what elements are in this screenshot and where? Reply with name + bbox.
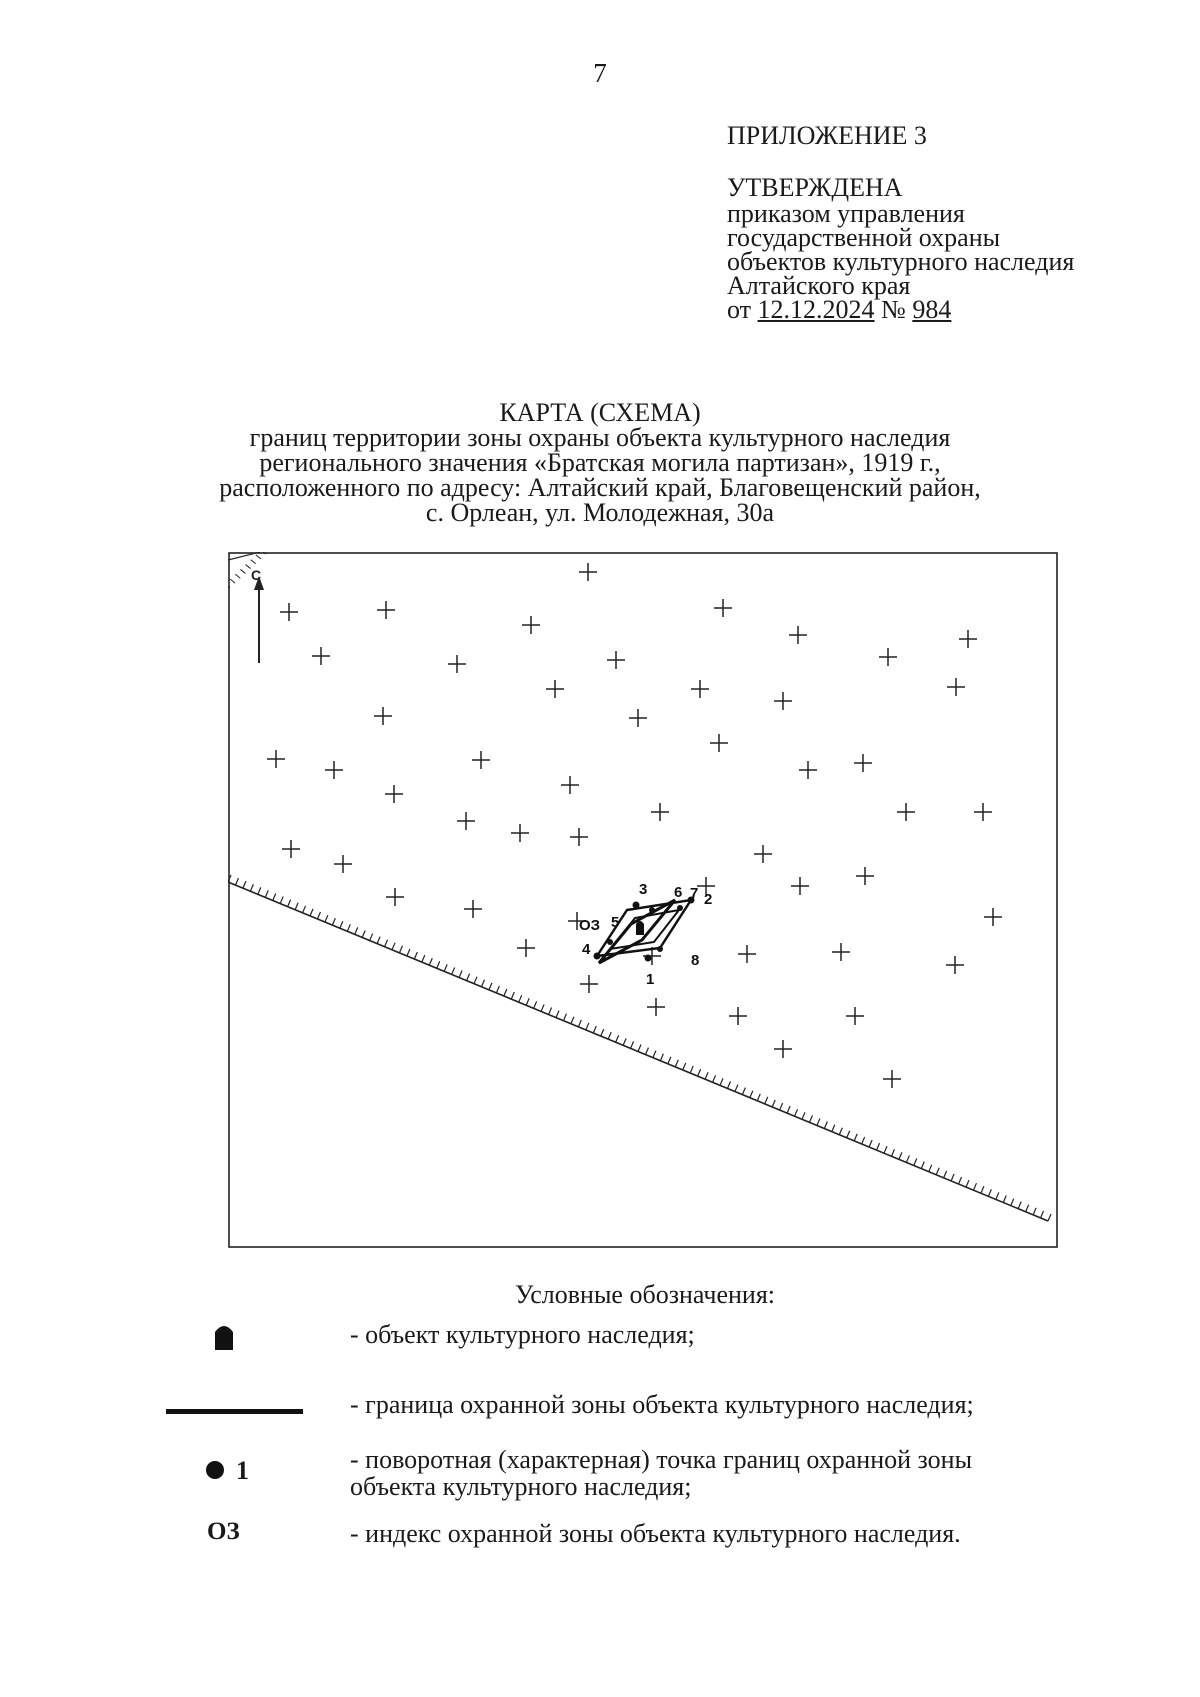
order-line: объектов культурного наследия <box>727 247 1075 276</box>
title-heading: КАРТА (СХЕМА) <box>499 398 701 427</box>
title-line: расположенного по адресу: Алтайский край, Благовещенский район, <box>219 473 981 502</box>
turning-point-5 <box>607 939 613 945</box>
monument-icon <box>212 1322 236 1352</box>
date-prefix: от <box>727 295 758 324</box>
legend-item-zone-index: - индекс охранной зоны объекта культурного наследия. <box>350 1519 961 1548</box>
point-label-3: 3 <box>639 881 648 898</box>
approved-label: УТВЕРЖДЕНА <box>727 173 903 202</box>
approval-stamp <box>727 121 1075 324</box>
point-label-6: 6 <box>674 884 683 901</box>
zone-index-symbol: ОЗ <box>207 1518 240 1545</box>
appendix-label: ПРИЛОЖЕНИЕ 3 <box>727 121 927 150</box>
order-number: 984 <box>912 295 952 324</box>
point-label-4: 4 <box>582 941 591 958</box>
turning-point-3 <box>633 902 640 909</box>
legend-title: Условные обозначения: <box>514 1280 776 1309</box>
order-line: приказом управления <box>727 199 965 228</box>
turning-point-4 <box>594 953 601 960</box>
point-label-5: 5 <box>611 914 620 931</box>
turning-point-symbol <box>206 1461 224 1479</box>
point-label-1: 1 <box>646 971 655 988</box>
legend-text-line: - поворотная (характерная) точка границ охранной зоны <box>350 1445 973 1474</box>
page-number: 7 <box>593 58 607 88</box>
number-sign: № <box>874 295 913 324</box>
boundary-line-symbol <box>166 1409 303 1414</box>
zone-index-label: ОЗ <box>579 917 601 934</box>
monument-icon <box>636 921 644 935</box>
title-line: границ территории зоны охраны объекта культурного наследия <box>249 423 951 452</box>
legend-item-turning-point <box>350 1446 972 1500</box>
title-line: с. Орлеан, ул. Молодежная, 30а <box>425 498 775 527</box>
map-scheme <box>228 552 1058 1248</box>
legend-text-line: объекта культурного наследия; <box>350 1472 692 1501</box>
point-label-8: 8 <box>691 952 700 969</box>
map-border <box>229 553 1057 1247</box>
turning-point-symbol-label: 1 <box>236 1456 249 1485</box>
order-date: 12.12.2024 <box>757 295 875 324</box>
order-line: государственной охраны <box>727 223 1001 252</box>
legend-item-monument: - объект культурного наследия; <box>350 1320 695 1349</box>
turning-point-8 <box>657 946 663 952</box>
document-title <box>0 400 1200 525</box>
title-line: регионального значения «Братская могила партизан», 1919 г., <box>259 448 941 477</box>
order-line: Алтайского края <box>727 271 911 300</box>
turning-point-7 <box>677 905 683 911</box>
order-date-line <box>727 295 1074 324</box>
turning-point-6 <box>649 907 655 913</box>
point-label-7: 7 <box>690 885 699 902</box>
point-label-2: 2 <box>704 891 713 908</box>
turning-point-1 <box>645 955 652 962</box>
north-label: С <box>251 567 262 583</box>
legend-item-boundary: - граница охранной зоны объекта культурного наследия; <box>350 1390 974 1419</box>
